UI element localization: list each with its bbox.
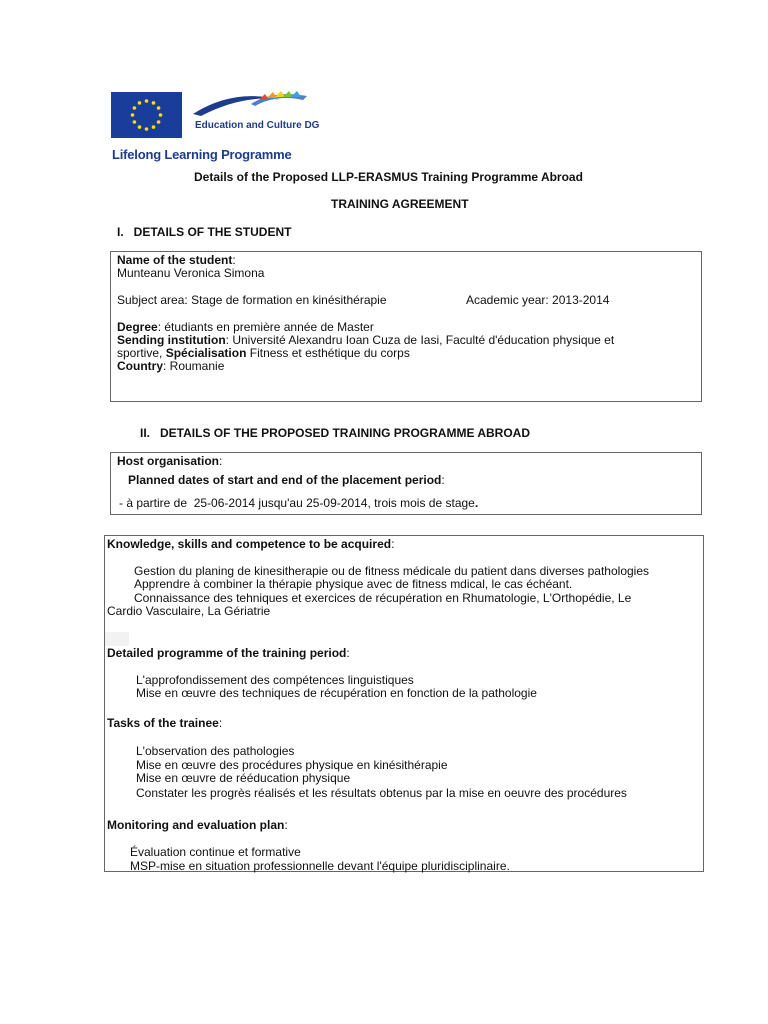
programme-name: Lifelong Learning Programme xyxy=(112,147,292,162)
name-row: Name of the student: xyxy=(117,253,236,267)
subtitle: TRAINING AGREEMENT xyxy=(331,197,469,211)
programme-label: Detailed programme of the training period xyxy=(107,646,347,660)
section1-heading: I. DETAILS OF THE STUDENT xyxy=(117,225,292,239)
sending-value-cont: sportive, xyxy=(117,346,163,360)
country-label: Country xyxy=(117,359,163,373)
sending-row: Sending institution: Université Alexandru Ioan Cuza de Iasi, Faculté d'éducation physique et xyxy=(117,333,615,347)
host-label: Host organisation xyxy=(117,454,220,468)
llp-logo xyxy=(111,90,320,166)
knowledge-row: Knowledge, skills and competence to be acquired: xyxy=(107,537,395,551)
student-details-box xyxy=(110,251,702,402)
monitoring-label: Monitoring and evaluation plan xyxy=(107,818,285,832)
tasks-row: Tasks of the trainee: xyxy=(107,716,223,730)
programme-item: L'approfondissement des compétences linguistiques xyxy=(136,673,414,687)
dates-label: Planned dates of start and end of the placement period xyxy=(128,473,442,487)
dg-name: Education and Culture DG xyxy=(195,120,320,131)
knowledge-label: Knowledge, skills and competence to be acquired xyxy=(107,537,392,551)
programme-row: Detailed programme of the training period: xyxy=(107,646,350,660)
monitoring-item: MSP-mise en situation professionnelle devant l'équipe pluridisciplinaire. xyxy=(130,859,510,873)
specialisation-label: Spécialisation xyxy=(165,346,247,360)
specialisation-value: Fitness et esthétique du corps xyxy=(249,346,410,360)
dates-row: Planned dates of start and end of the placement period: xyxy=(128,473,445,487)
sending-value: Université Alexandru Ioan Cuza de Iasi, Faculté d'éducation physique et xyxy=(232,333,615,347)
country-row: Country: Roumanie xyxy=(117,359,225,373)
dg-swoosh-icon xyxy=(191,90,309,123)
name-label: Name of the student xyxy=(117,253,233,267)
tasks-item: Constater les progrès réalisés et les résultats obtenus par la mise en oeuvre des procédures xyxy=(136,786,627,800)
knowledge-item: Apprendre à combiner la thérapie physique avec de fitness mdical, le cas échéant. xyxy=(134,577,573,591)
subject-value: Stage de formation en kinésithérapie xyxy=(191,293,387,307)
subject-label: Subject area xyxy=(117,293,185,307)
programme-item: Mise en œuvre des techniques de récupération en fonction de la pathologie xyxy=(136,686,537,700)
monitoring-row: Monitoring and evaluation plan: xyxy=(107,818,288,832)
tasks-label: Tasks of the trainee xyxy=(107,716,219,730)
main-title: Details of the Proposed LLP-ERASMUS Training Programme Abroad xyxy=(194,170,583,184)
eu-flag-icon xyxy=(111,92,182,138)
degree-label: Degree xyxy=(117,320,158,334)
degree-row: Degree: étudiants en première année de Master xyxy=(117,320,374,334)
name-value: Munteanu Veronica Simona xyxy=(117,266,265,280)
programme-box xyxy=(104,535,704,872)
subject-row: Subject area: Stage de formation en kinésithérapie xyxy=(117,293,387,307)
year-value: 2013-2014 xyxy=(552,293,610,307)
monitoring-item: Évaluation continue et formative xyxy=(130,845,301,859)
dates-value-row: - à partire de 25-06-2014 jusqu'au 25-09-2014, trois mois de stage. xyxy=(119,496,479,510)
section2-heading: II. DETAILS OF THE PROPOSED TRAINING PROGRAMME ABROAD xyxy=(140,426,531,440)
sending-label: Sending institution xyxy=(117,333,226,347)
year-label: Academic year xyxy=(466,293,546,307)
tasks-item: Mise en œuvre des procédures physique en kinésithérapie xyxy=(136,758,448,772)
degree-value: étudiants en première année de Master xyxy=(164,320,374,334)
shaded-cell xyxy=(105,632,129,646)
host-details-box xyxy=(110,452,702,515)
knowledge-item: Cardio Vasculaire, La Gériatrie xyxy=(107,604,271,618)
knowledge-item: Gestion du planing de kinesitherapie ou de fitness médicale du patient dans diverses pathologies xyxy=(134,564,650,578)
country-value: Roumanie xyxy=(169,359,225,373)
knowledge-item: Connaissance des tehniques et exercices de récupération en Rhumatologie, L'Orthopédie, Le xyxy=(134,591,632,605)
dates-value: - à partire de 25-06-2014 jusqu'au 25-09-2014, trois mois de stage xyxy=(119,496,475,510)
year-row: Academic year: 2013-2014 xyxy=(466,293,610,307)
tasks-item: Mise en œuvre de rééducation physique xyxy=(136,771,351,785)
host-row: Host organisation: xyxy=(117,454,223,468)
tasks-item: L'observation des pathologies xyxy=(136,744,295,758)
